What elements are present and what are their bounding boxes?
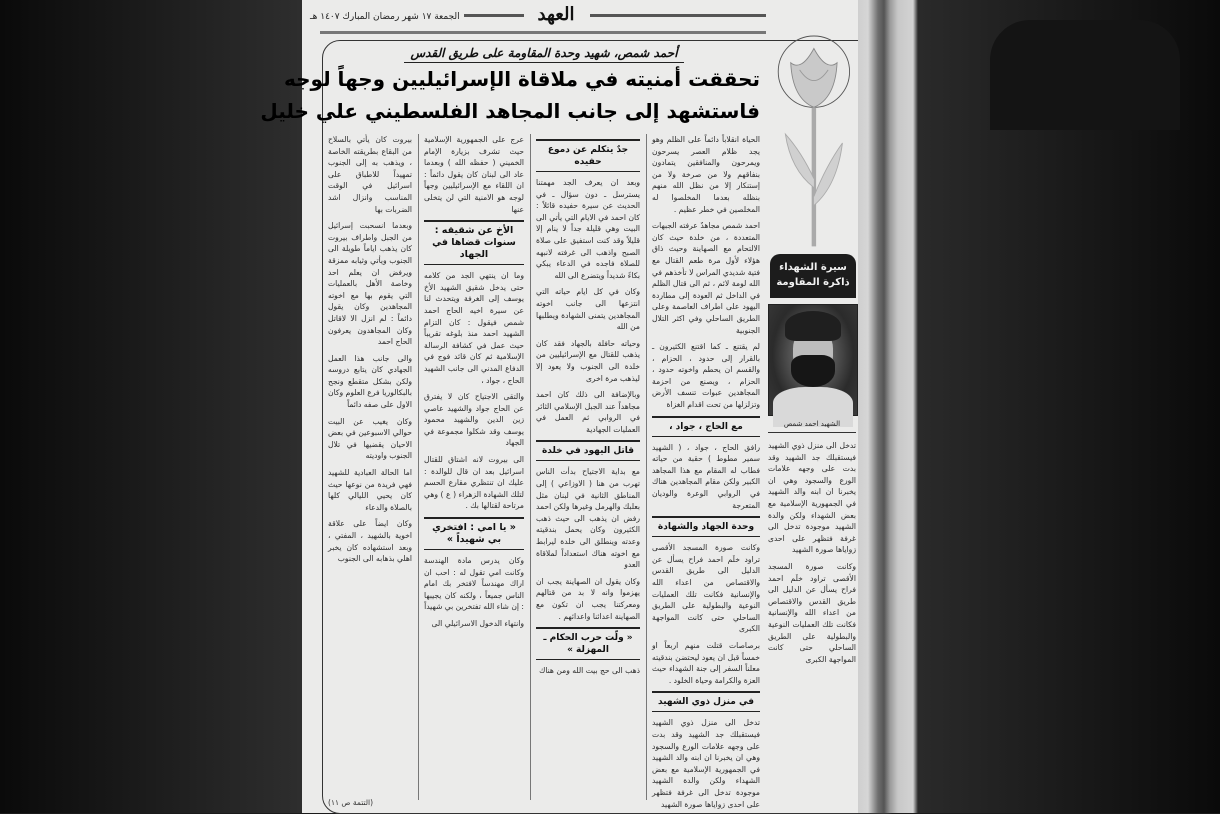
masthead-underline <box>320 31 766 34</box>
article-column-2 <box>536 134 640 802</box>
paragraph: رافق الحاج ، جواد ، ( الشهيد سمير مطوط ) حقبة من حياته فطاب له المقام مع هذا المجاهد الكبير ولكن مقام المجاهدين هناك في الروابي الوعرة والوديان المتعرجة <box>652 442 760 510</box>
paragraph: لم يقتنع ـ كما اقتنع الكثيرون ـ بالقرار إلى حدود ، الحزام ، والقسم ان يحطم واخوته حدود ، الحزام ، ويصنع من احزمة المجاهدين عبوات تنسف الأرض وتزلزلها من تحت اقدام الغزاة <box>652 342 760 410</box>
paragraph: وكان ايضاً على علاقة اخوية بالشهيد ، المفتي ، وبعد استشهاده كان يخبر اهلي بذهابه الى الجنوب <box>328 519 412 564</box>
paragraph: بيروت كان يأتي بالسلاح من البقاع بطريقته الخاصة ، ويذهب به إلى الجنوب تمهيداً للاطباق على اسرائيل في الوقت المناسب وانزال اشد الضربات بها <box>328 135 412 214</box>
paragraph: والى جانب هذا العمل الجهادي كان يتابع دروسه ولكن بشكل متقطع ونجح بالبكالوريا فرع العلوم وكان الاول على صفه دائماً <box>328 353 412 410</box>
column-divider <box>418 134 419 800</box>
tulip-illustration <box>770 36 856 250</box>
subheading-war: « ولّت حرب الحكام ـ المهزلة » <box>536 627 640 660</box>
paragraph: تدخل الى منزل ذوي الشهيد فيستقبلك جد الشهيد وقد بدت على وجهه علامات الورع والسجود وهي ان يخبرنا ان ابنه والد الشهيد في الجمهورية الإسلامية مع بعض الشهداء ولكن والدة الشهيد موجودة تدخل الى غرفة فتظهر على احدى زواياها صورة الشهيد <box>652 718 760 809</box>
article-column-sidebar <box>768 440 856 800</box>
paragraph: اما الحالة العبادية للشهيد فهي فريدة من نوعها حيث كان يحيي الليالي كلها بالصلاة والدعاء <box>328 468 412 512</box>
subheading-home: في منزل ذوي الشهيد <box>652 691 760 712</box>
paragraph: وحياته حافلة بالجهاد فقد كان يذهب للقتال مع الإسرائيليين من خلدة الى الجنوب ولا يعود إلا ليذهب مرة اخرى <box>536 338 640 383</box>
article-column-3 <box>424 134 524 802</box>
subheading-brother-line-1: الأخ عن شقيقه : <box>434 225 514 237</box>
series-badge-line-2: ذاكرة المقاومة <box>776 277 850 288</box>
paragraph: برصاصات قتلت منهم اربعاً او خمساً قبل ان يعود ليحتضن بندقيته معلناً السفر إلى جنة الشهداء حيث العزة والكرامة وحياة الخلود . <box>652 640 760 685</box>
paragraph: الى بيروت لانه اشتاق للقتال اسرائيل بعد ان قال للوالدة : عليك ان تنتظري مقارع الحسم لتلك الشهادة الزهراء ( ع ) وهي مرتاحة لقتالها بك . <box>424 455 524 511</box>
subheading-hajj-jawad: مع الحاج ، جواد ، <box>652 416 760 437</box>
paragraph: وكان في كل ايام حياته التي انتزعها الى جانب اخوته المجاهدين يتمنى الشهادة ويطلبها من الله <box>536 287 640 332</box>
article-column-1 <box>652 134 760 809</box>
subheading-mother <box>424 517 524 550</box>
photo-hair <box>785 311 841 341</box>
paragraph: وبالإضافة الى ذلك كان احمد مجاهداً عند الجبل الإسلامي الثائر في الروابي ثم العمل في العمليات الجهادية <box>536 390 640 434</box>
martyr-portrait-photo <box>768 304 858 416</box>
paragraph: تدخل الى منزل ذوي الشهيد فيستقبلك جد الشهيد وقد بدت على وجهه علامات الورع والسجود وهي ان يخبرنا ان ابنه والد الشهيد في الجمهورية الإسلامية مع بعض الشهداء ولكن والدة الشهيد موجودة تدخل الى غرفة فتظهر على احدى زواياها صورة الشهيد <box>768 441 856 555</box>
paragraph: وما ان ينتهي الجد من كلامه حتى يدخل شقيق الشهيد الأخ يوسف إلى الغرفة ويتحدث لنا عن سيرة اخيه الحاج احمد شمص فيقول : كان التزام الشهيد احمد منذ بلوغه تقريباً حيث عمل في كشافة الرسالة الإسلامية ثم كان قائد فوج في الدفاع المدني الى جانب الشهيد الحاج ، جواد ، <box>424 271 524 385</box>
subheading-brother-line-2: سنوات قضاها في الجهاد <box>432 237 516 261</box>
issue-date: الجمعة ١٧ شهر رمضان المبارك ١٤٠٧ هـ <box>310 12 460 22</box>
photo-caption: الشهيد احمد شمص <box>768 418 856 433</box>
adjacent-page-right <box>918 0 1220 813</box>
subheading-brother <box>424 220 524 265</box>
paragraph: وكان يغيب عن البيت حوالي الاسبوعين في بعض الاحيان يقضيها في تلال الجنوب واوديته <box>328 416 412 461</box>
paragraph: عرج على الجمهورية الإسلامية حيث تشرف بزيارة الإمام الخميني ( حفظه الله ) وبعدما عاد الى لبنان كان يقول دائماً : ان اللقاء مع الإسرائيليين وجهاً لوجه هو الامنية التي لن يتخلى عنها <box>424 135 524 214</box>
subheading-mother-line-1: « يا امي : افتخري <box>432 522 516 534</box>
column-divider <box>530 134 531 800</box>
paragraph: وانتهاء الدخول الاسرائيلي الى <box>431 619 524 628</box>
series-badge-line-1: سيرة الشهداء <box>779 262 847 273</box>
paragraph: وكانت صورة المسجد الأقصى تراود خلَم احمد فراح يسأل عن الدليل الى طريق القدس والاقتصاص من اعداء الله والإنسانية فكانت تلك العمليات النوعية والبطولية على الطريق الساحلي حتى كانت المواجهة الكبرى <box>768 561 856 664</box>
newspaper-page <box>260 0 858 813</box>
article-supertitle: أحمد شمص، شهيد وحدة المقاومة على طريق القدس <box>404 46 683 63</box>
paragraph: وكانت صورة المسجد الأقصى تراود خلَم احمد فراح يسأل عن الدليل الى طريق القدس والاقتصاص من اعداء الله والإنسانية فكانت تلك العمليات النوعية والبطولية على الطريق الساحلي حتى كانت المواجهة الكبرى <box>652 543 760 634</box>
masthead-rule-right <box>590 14 766 17</box>
paragraph: وبعد ان يعرف الجد مهمتنا يسترسل ـ دون سؤال ـ في الحديث عن سيرة حفيده قائلاً : كان احمد في الايام التي يأتي الى البيت وهي قليلة جداً لا ينام إلا قليلاً وقد كنت استفيق على صلاة الصبح واذهب الى غرفته لانبهه للصلاة فاجده في الدعاء يبكي بكاءً شديداً ويتضرع الى الله <box>536 178 640 280</box>
column-divider <box>646 134 647 800</box>
headline-line-1: تحققت أمنيته في ملاقاة الإسرائيليين وجهاً لوجه <box>284 67 760 91</box>
masthead-rule-left <box>464 14 524 17</box>
photo-beard <box>791 355 835 387</box>
adjacent-badge-shadow <box>990 20 1180 130</box>
newspaper-logo: العهد <box>537 4 575 25</box>
masthead <box>302 4 858 34</box>
adjacent-page-left <box>0 0 302 813</box>
paragraph: والتقى الاجتياح كان لا يفترق عن الحاج جواد والشهيد عاصي زين الدين والشهيد محمود يوسف وقد شكلوا مجموعة في الجهاد <box>424 392 524 448</box>
subheading-mother-line-2: بي شهيداً » <box>446 534 502 546</box>
paragraph: مع بداية الاجتياح بدأت الناس تهرب من هنا ( الاوزاعي ) إلى المناطق الثانية في لبنان مثل بعلبك والهرمل وغيرها ولكن احمد رفض ان يذهب الى حيث ذهب الكثيرون وكان يحمل بندقيته وعدته وينطلق الى خلدة ليرابط مع اخوته هناك استعداداً لملاقاة العدو <box>536 467 640 570</box>
headline-block <box>260 42 760 128</box>
paragraph: وكان يقول ان الصهاينة يجب ان يهزموا وانه لا بد من قتالهم ومعركتنا يجب ان تكون مع الصهاينة اعدائنا واعدائهم . <box>536 576 640 621</box>
paragraph: ذهب الى حج بيت الله ومن هناك <box>539 666 640 676</box>
page-spine <box>858 0 918 813</box>
subheading-unit: وحدة الجهاد والشهادة <box>652 516 760 537</box>
paragraph: وكان يدرس مادة الهندسة وكانت امي تقول له : احب ان اراك مهندساً لافتخر بك امام الناس جميعاً ، ولكنه كان يجيبها : إن شاء الله تفتخرين بي شهيداً <box>424 556 524 612</box>
subheading-grandfather: جدٌ يتكلم عن دموع حفيده <box>536 139 640 172</box>
paragraph: وبعدما انسحبت إسرائيل من الجبل واطراف بيروت كان يذهب اياماً طويلة الى الجنوب ويأتي وثيابه ممزقة ويرفض ان يعلم احد وخاصة الأهل بالعمليات التي يقوم بها مع اخوته المجاهدين وكان يقول دائماً : لم انزل الا لاقاتل وكان المجاهدون يعرفون الحاج احمد <box>328 221 412 347</box>
article-column-4 <box>328 134 412 792</box>
headline-line-2: فاستشهد إلى جانب المجاهد الفلسطيني علي خليل <box>260 99 760 123</box>
subheading-khalde: قاتل اليهود في خلدة <box>536 440 640 461</box>
series-badge <box>770 254 856 298</box>
paragraph: احمد شمص مجاهدٌ عرفته الجبهات المتعددة ، من خلدة حيث كان الالتحام مع الصهاينة وحيث ذاق هؤلاء لأول مرة طعم القتال مع فتية شديدي المراس لا تأخذهم في الله لومة لائم ، ثم الى قتال الظلم في الداخل ثم العودة إلى مطاردة اليهود على اطراف العاصمة وعلى الطريق الساحلي وفي اكثر التلال الجنوبية <box>652 221 760 335</box>
paragraph: الحياة انقلاباً دائماً على الظلم وهو يجد ظلام العصر يسرحون ويمرحون والمنافقين يتمادون بنفاقهم ولا من صرخة ولا من إستنكار إلا من نظل الله منهم بنظله بعدما المخلصوا له المخلصين في خطر عظيم . <box>652 135 760 214</box>
continued-on-page: (التتمة ص ١١) <box>328 798 374 807</box>
